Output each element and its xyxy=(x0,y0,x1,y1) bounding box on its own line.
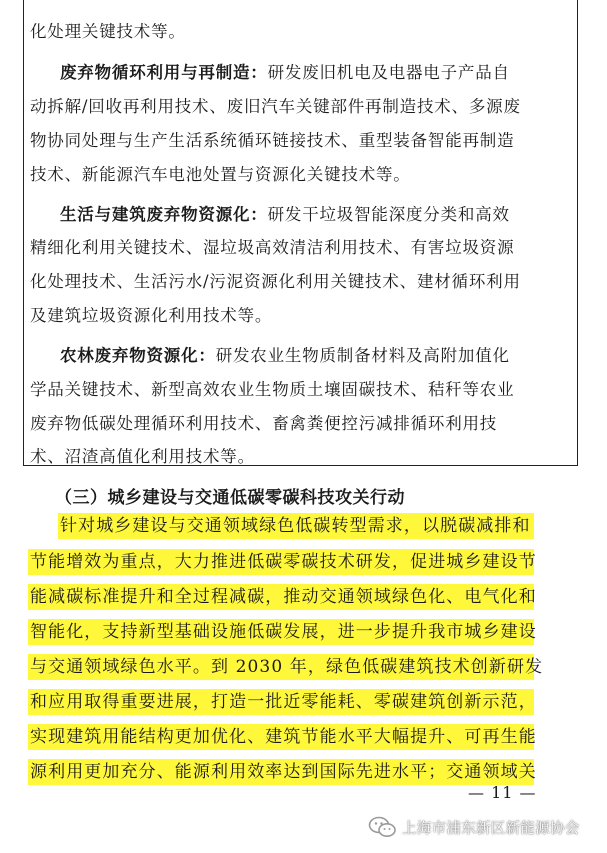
paragraph-line: 及建筑垃圾资源化利用技术等。 xyxy=(30,306,273,325)
paragraph-heading: 生活与建筑废弃物资源化： xyxy=(60,205,268,224)
highlighted-line: 和应用取得重要进展，打造一批近零能耗、零碳建筑创新示范， xyxy=(28,689,534,715)
highlighted-line: 源利用更加充分、能源利用效率达到国际先进水平；交通领域关 xyxy=(28,759,534,785)
paragraph-line: 物协同处理与生产生活系统循环链接技术、重型装备智能再制造 xyxy=(30,131,515,150)
paragraph-heading: 废弃物循环利用与再制造： xyxy=(60,63,268,82)
paragraph-line: 废弃物低碳处理循环利用技术、畜禽粪便控污减排循环利用技 xyxy=(30,414,498,433)
highlighted-line: 与交通领域绿色水平。到 2030 年，绿色低碳建筑技术创新研发 xyxy=(28,654,534,680)
paragraph-line xyxy=(60,204,510,226)
watermark-text: 上海市浦东新区新能源协会 xyxy=(402,820,580,837)
highlighted-line: 能减碳标准提升和全过程减碳，推动交通领域绿色化、电气化和 xyxy=(28,584,534,610)
highlighted-line: 智能化，支持新型基础设施低碳发展，进一步提升我市城乡建设 xyxy=(28,619,534,645)
wechat-icon xyxy=(368,815,398,839)
highlighted-line: 节能增效为重点，大力推进低碳零碳技术研发，促进城乡建设节 xyxy=(28,549,534,575)
box-line: 化处理关键技术等。 xyxy=(30,22,186,41)
section-heading: （三）城乡建设与交通低碳零碳科技攻关行动 xyxy=(55,488,405,508)
paragraph-line xyxy=(60,62,510,84)
paragraph-line: 动拆解/回收再利用技术、废旧汽车关键部件再制造技术、多源废 xyxy=(30,97,521,116)
paragraph-line: 精细化利用关键技术、湿垃圾高效清洁利用技术、有害垃圾资源 xyxy=(30,238,515,257)
highlighted-line: 针对城乡建设与交通领域绿色低碳转型需求，以脱碳减排和 xyxy=(58,513,534,539)
paragraph-line: 技术、新能源汽车电池处置与资源化关键技术等。 xyxy=(30,165,411,184)
paragraph-text: 研发农业生物质制备材料及高附加值化 xyxy=(215,346,510,365)
paragraph-line: 学品关键技术、新型高效农业生物质土壤固碳技术、秸秆等农业 xyxy=(30,380,515,399)
watermark xyxy=(368,814,580,840)
paragraph-text: 研发干垃圾智能深度分类和高效 xyxy=(267,205,510,224)
paragraph-text: 研发废旧机电及电器电子产品自 xyxy=(267,63,510,82)
paragraph-line xyxy=(60,345,510,367)
highlighted-line: 实现建筑用能结构更加优化、建筑节能水平大幅提升、可再生能 xyxy=(28,724,534,750)
paragraph-line: 术、沼渣高值化利用技术等。 xyxy=(30,447,255,466)
paragraph-heading: 农林废弃物资源化： xyxy=(60,346,216,365)
page-number: — 11 — xyxy=(468,783,537,802)
paragraph-line: 化处理技术、生活污水/污泥资源化利用关键技术、建材循环利用 xyxy=(30,272,521,291)
